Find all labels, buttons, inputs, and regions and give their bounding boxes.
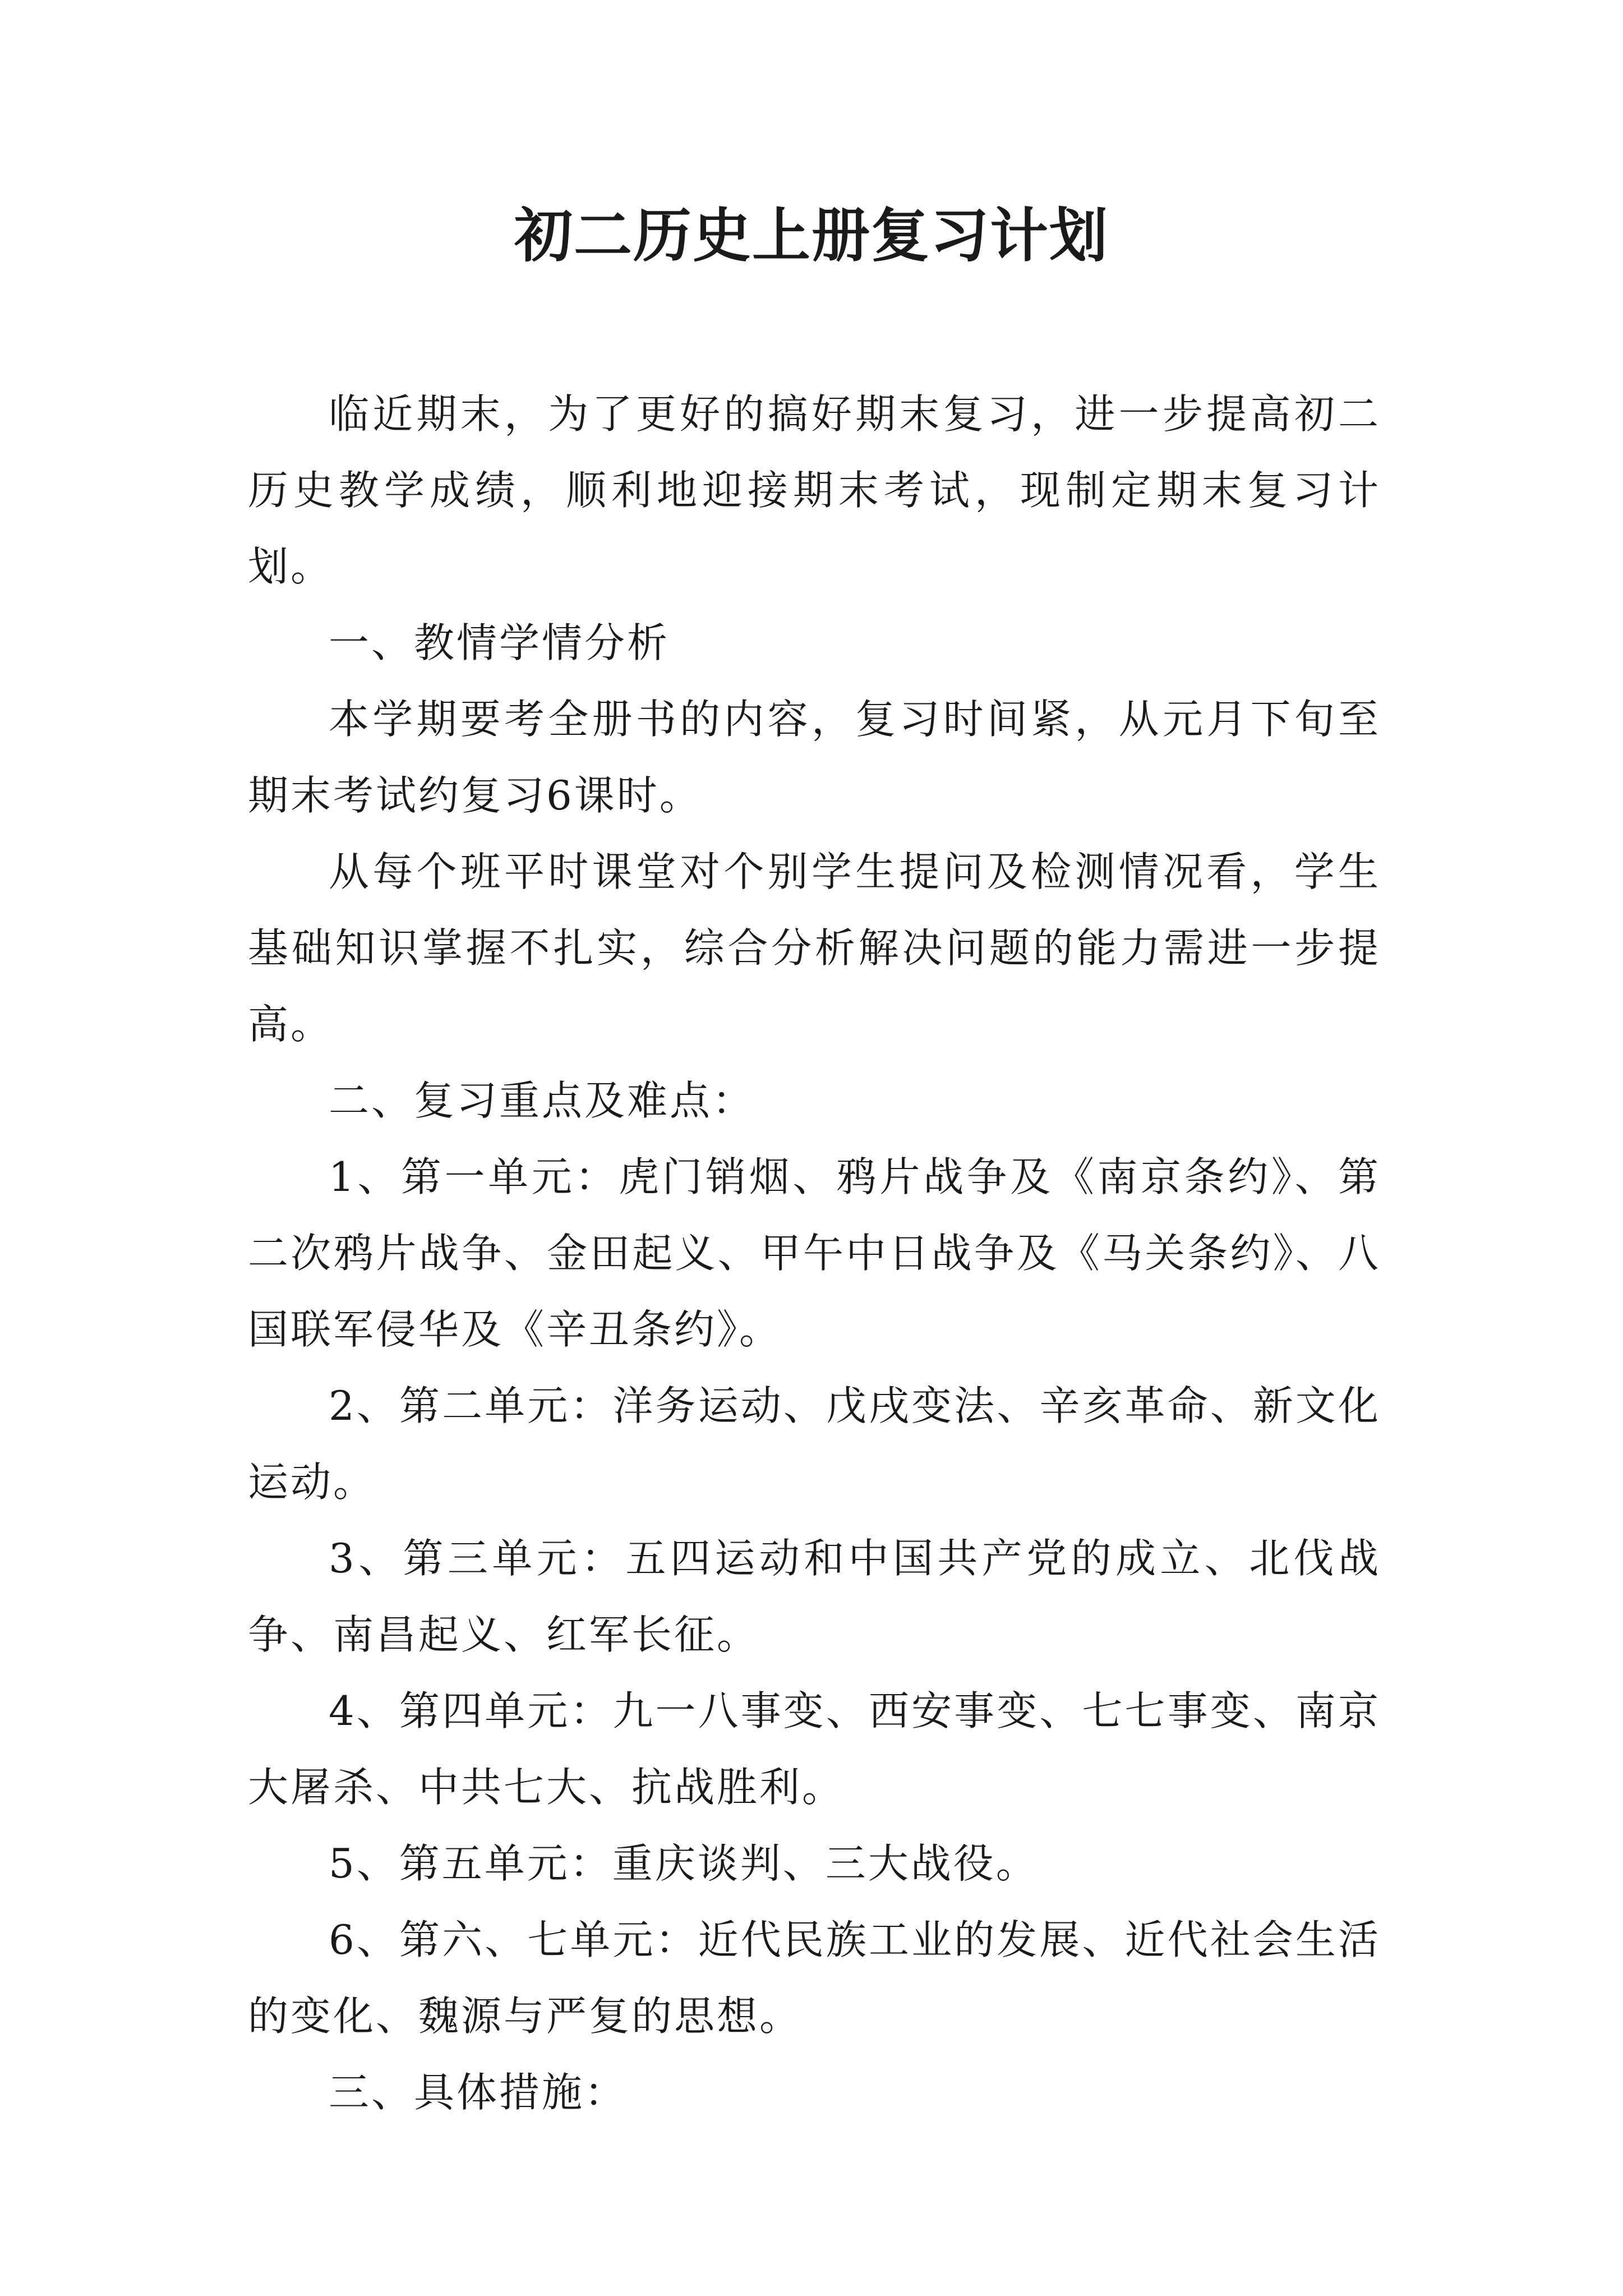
analysis-paragraph-2: 从每个班平时课堂对个别学生提问及检测情况看，学生基础知识掌握不扎实，综合分析解决问题的能力需进一步提高。 xyxy=(248,848,1381,1048)
unit-5-item: 5、第五单元：重庆谈判、三大战役。 xyxy=(329,1840,1039,1887)
unit-1-item: 1、第一单元：虎门销烟、鸦片战争及《南京条约》、第二次鸦片战争、金田起义、甲午中日战争及《马关条约》、八国联军侵华及《辛丑条约》。 xyxy=(248,1153,1381,1353)
unit-4-item: 4、第四单元：九一八事变、西安事变、七七事变、南京大屠杀、中共七大、抗战胜利。 xyxy=(248,1687,1381,1811)
unit-6-7-item: 6、第六、七单元：近代民族工业的发展、近代社会生活的变化、魏源与严复的思想。 xyxy=(248,1916,1381,2040)
section-heading-key-points: 二、复习重点及难点： xyxy=(329,1077,755,1124)
analysis-paragraph-1: 本学期要考全册书的内容，复习时间紧，从元月下旬至期末考试约复习6课时。 xyxy=(248,696,1381,819)
section-heading-measures: 三、具体措施： xyxy=(329,2069,628,2116)
unit-3-item: 3、第三单元：五四运动和中国共产党的成立、北伐战争、南昌起义、红军长征。 xyxy=(248,1535,1381,1658)
unit-2-item: 2、第二单元：洋务运动、戊戌变法、辛亥革命、新文化运动。 xyxy=(248,1382,1381,1506)
document-body xyxy=(248,376,1381,2131)
intro-paragraph: 临近期末，为了更好的搞好期末复习，进一步提高初二历史教学成绩，顺利地迎接期末考试，现制定期末复习计划。 xyxy=(248,390,1381,590)
document-title: 初二历史上册复习计划 xyxy=(514,201,1109,270)
section-heading-analysis: 一、教情学情分析 xyxy=(329,619,670,666)
